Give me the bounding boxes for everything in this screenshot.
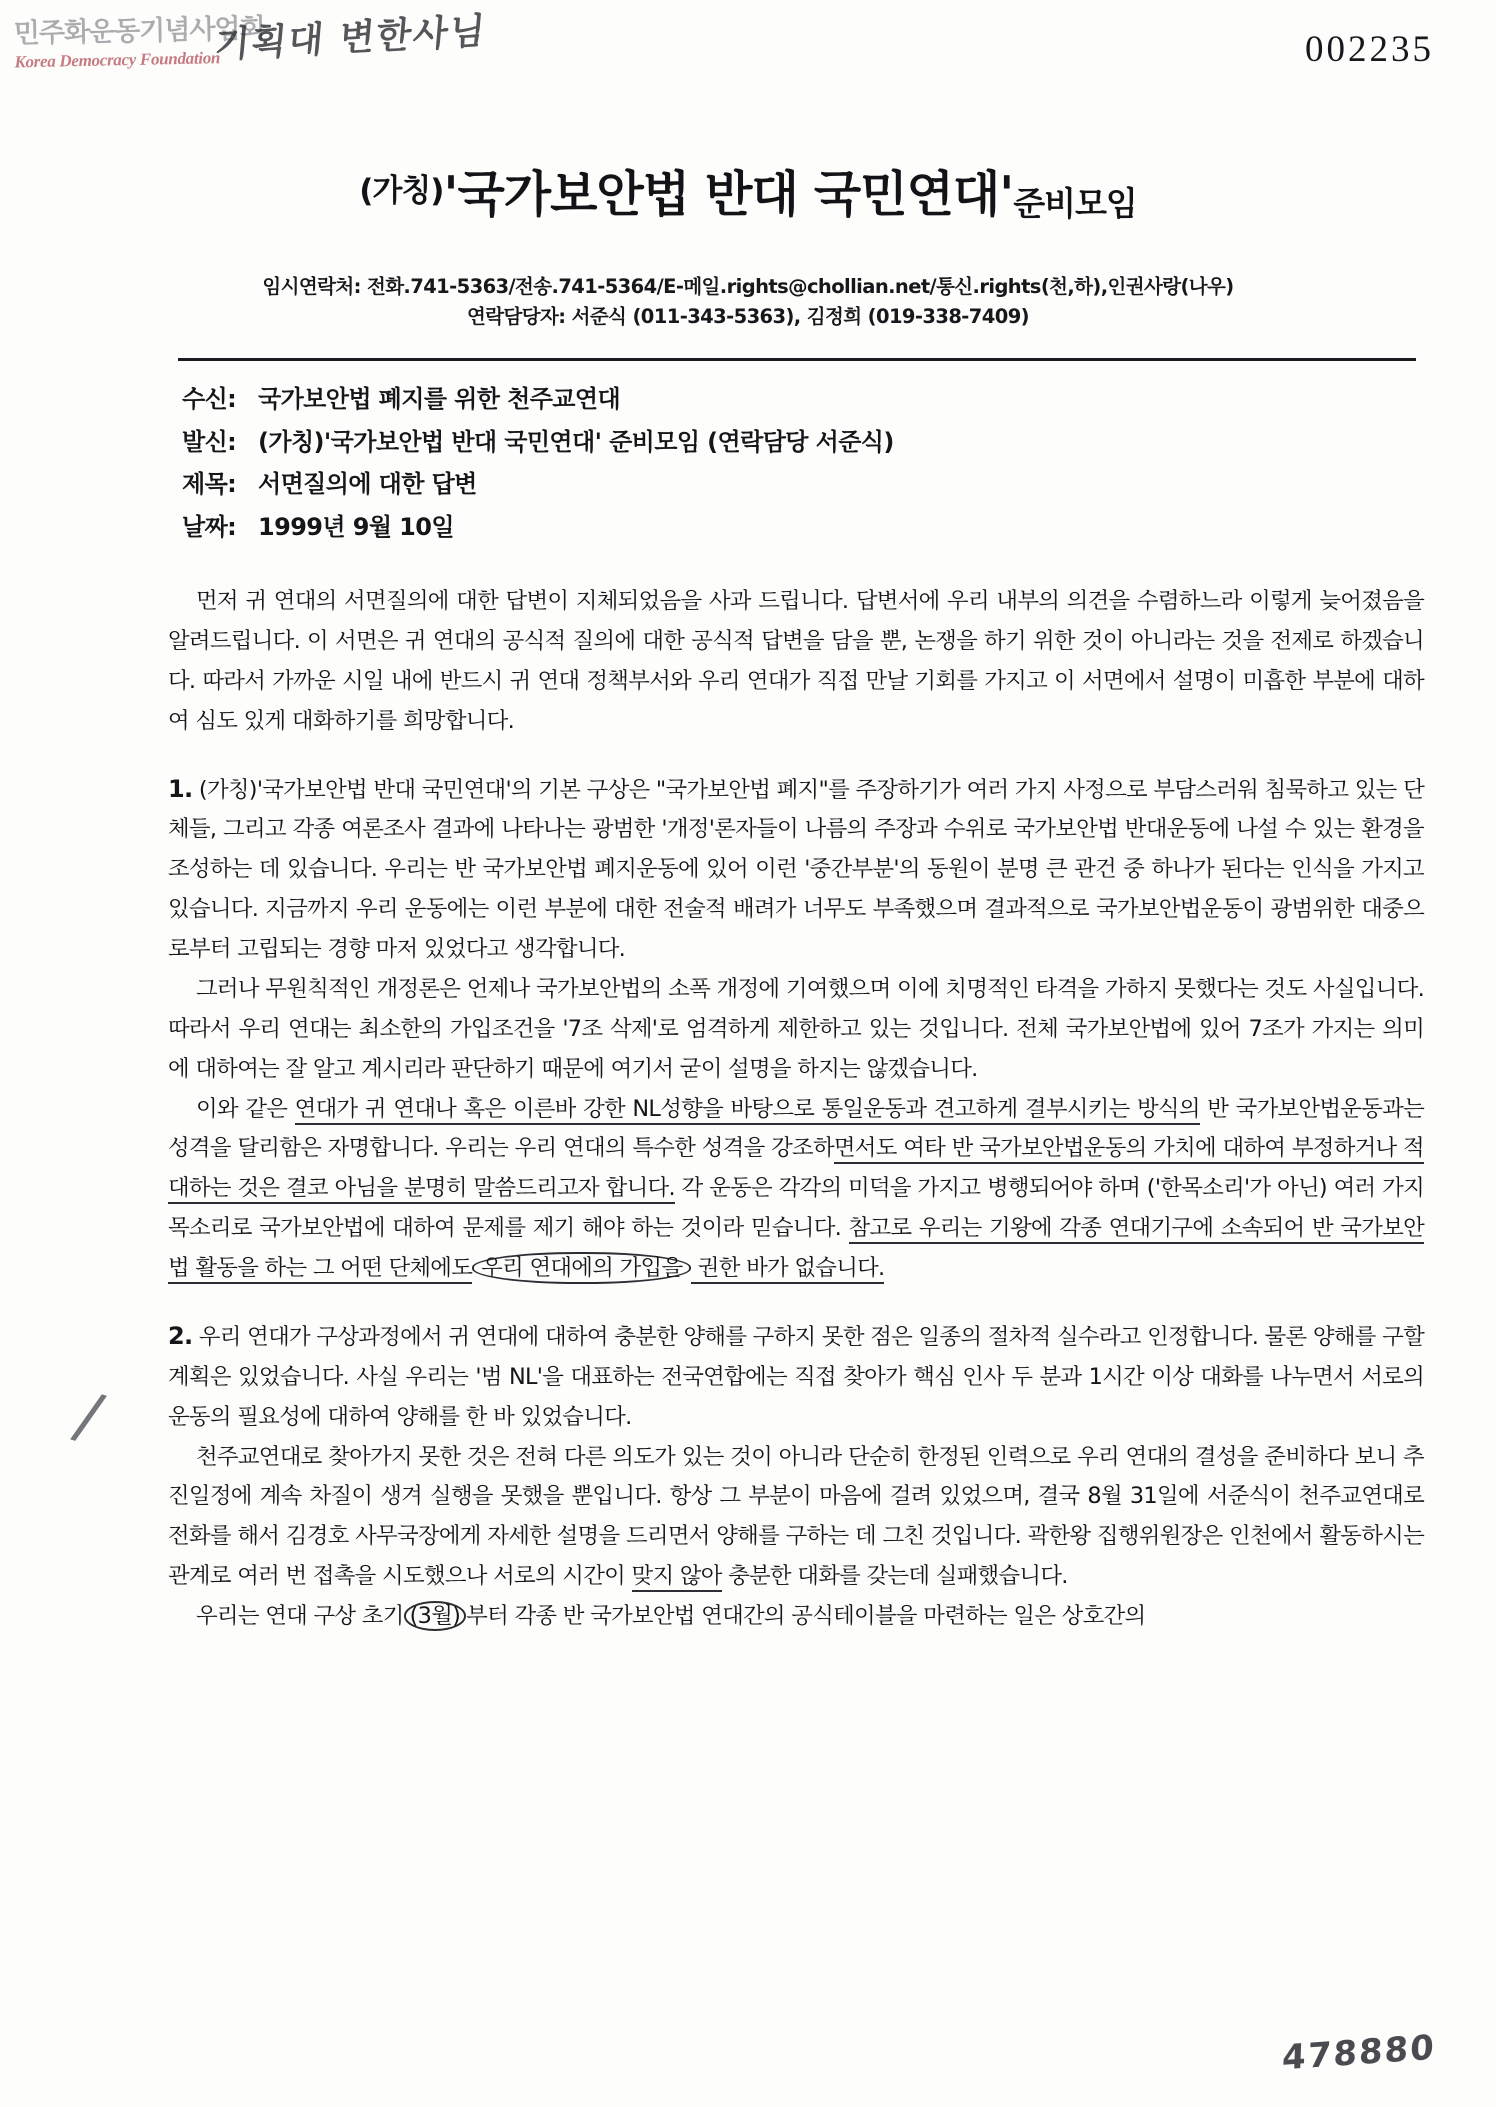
handwritten-mark-left: / (67, 1378, 111, 1456)
letter-body (168, 582, 1424, 1637)
meta-row-subject (182, 463, 1416, 506)
item2-paragraph-1-text: 우리 연대가 구상과정에서 귀 연대에 대하여 충분한 양해를 구하지 못한 점은 일종의 절차적 실수라고 인정합니다. 물론 양해를 구할 계획은 있었습니다. 사실 우리는 '범 NL'을 대표하는 전국연합에는 직접 찾아가 핵심 인사 두 분과 1시간 이상 대화를 나누면서 서로의 운동의 필요성에 대하여 양해를 한 바 있었습니다. (168, 1323, 1424, 1430)
contact-line-2: 연락담당자: 서준식 (011-343-5363), 김정희 (019-338-7409) (467, 305, 1029, 329)
document-number: 002235 (1305, 29, 1434, 70)
meta-label-date: 날짜: (182, 513, 237, 542)
title-main-text: '국가보안법 반대 국민연대' (443, 166, 1014, 223)
stamp-korean-text: 민주화운동기념사업회 (13, 13, 265, 50)
stamp-english-text: Korea Democracy Foundation (14, 48, 221, 72)
item1-p3-underline-3: 참고로 우리는 기왕에 각종 연대기구에 소속되어 반 국가보안법 활동을 하는 그 어떤 단체에도 (168, 1215, 1424, 1284)
paragraph-item2-third (168, 1597, 1424, 1637)
meta-label-subject: 제목: (182, 470, 237, 499)
meta-row-sender (182, 421, 1416, 464)
item2-p2-seg-b: 충분한 대화를 갖는데 실패했습니다. (721, 1563, 1068, 1590)
header-divider (178, 358, 1416, 361)
item2-p3-seg-b: 부터 각종 반 국가보안법 연대간의 공식테이블을 마련하는 일은 상호간의 (466, 1603, 1146, 1629)
meta-value-date: 1999년 9월 10일 (258, 513, 454, 542)
handwritten-number-bottom: 478880 (1281, 2027, 1437, 2079)
paragraph-item2-second (168, 1438, 1424, 1598)
meta-label-sender: 발신: (182, 427, 237, 456)
item2-p2-underline: 맞지 않아 (632, 1563, 722, 1592)
item2-p3-seg-a: 우리는 연대 구상 초기 (196, 1603, 404, 1629)
paragraph-item2-first (168, 1315, 1424, 1438)
title-prefix: (가칭) (359, 173, 444, 209)
item1-p3-underline-1: 연대가 귀 연대나 혹은 이른바 강한 NL성향을 바탕으로 통일운동과 견고하게 결부시키는 방식의 (295, 1096, 1200, 1125)
paragraph-item1-third (168, 1090, 1424, 1289)
meta-value-sender: (가칭)'국가보안법 반대 국민연대' 준비모임 (연락담당 서준식) (258, 427, 894, 456)
document-title (0, 166, 1496, 223)
paragraph-item1-second: 그러나 무원칙적인 개정론은 언제나 국가보안법의 소폭 개정에 기여했으며 이에 치명적인 타격을 가하지 못했다는 것도 사실입니다. 따라서 우리 연대는 최소한의 가입조건을 '7조 삭제'로 엄격하게 제한하고 있는 것입니다. 전체 국가보안법에 있어 7조가 가지는 의미에 대하여는 잘 알고 계시리라 판단하기 때문에 여기서 굳이 설명을 하지는 않겠습니다. (168, 975, 1424, 1082)
item2-p2-seg-a: 천주교연대로 찾아가지 못한 것은 전혀 다른 의도가 있는 것이 아니라 단순히 한정된 인력으로 우리 연대의 결성을 준비하다 보니 추진일정에 계속 차질이 생겨 실행을 못했을 뿐입니다. 항상 그 부분이 마음에 걸려 있었으며, 결국 8월 31일에 서준식이 천주교연대로 전화를 해서 김경호 사무국장에게 자세한 설명을 드리면서 양해를 구하는 데 그친 것입니다. 곽한왕 집행위원장은 인천에서 활동하시는 관계로 여러 번 접촉을 시도했으나 서로의 시간이 (168, 1443, 1424, 1590)
meta-row-date (182, 506, 1416, 549)
item2-p3-circled-month: (3월) (404, 1601, 467, 1631)
meta-label-recipient: 수신: (182, 385, 237, 413)
item-number-1: 1. (168, 774, 193, 803)
handwritten-note-top: 기획대 변한사님 (213, 10, 489, 67)
contact-block (0, 272, 1496, 332)
paragraph-item1-first (168, 768, 1424, 970)
item1-paragraph-1-text: (가칭)'국가보안법 반대 국민연대'의 기본 구상은 "국가보안법 폐지"를 주장하기가 여러 가지 사정으로 부담스러워 침묵하고 있는 단체들, 그리고 각종 여론조사 결과에 나타나는 광범한 '개정'론자들이 나름의 주장과 수위로 국가보안법 반대운동에 나설 수 있는 환경을 조성하는 데 있습니다. 우리는 반 국가보안법 폐지운동에 있어 이런 '중간부분'의 동원이 분명 큰 관건 중 하나가 된다는 인식을 가지고 있습니다. 지금까지 우리 운동에는 이런 부분에 대한 전술적 배려가 너무도 부족했으며 결과적으로 국가보안법운동이 광범위한 대중으로부터 고립되는 경향 마저 있었다고 생각합니다. (168, 776, 1424, 962)
contact-line-1: 임시연락처: 전화.741-5363/전송.741-5364/E-메일.rights@chollian.net/통신.rights(천,하),인권사랑(나우) (262, 275, 1234, 298)
spacer (168, 742, 1424, 768)
item1-p3-seg-a: 이와 같은 (196, 1095, 295, 1122)
title-suffix: 준비모임 (1013, 184, 1137, 223)
item1-p3-seg-c: 각 운동은 각각의 미덕을 가지고 병행되어야 하며 ('한목소리'가 아닌) 여러 가지 목소리로 국가보안법에 대하여 문제를 제기 해야 하는 것이라 믿습니다. (168, 1175, 1424, 1242)
spacer-2 (168, 1289, 1424, 1315)
meta-value-subject: 서면질의에 대한 답변 (258, 470, 477, 499)
meta-value-recipient: 국가보안법 폐지를 위한 천주교연대 (258, 385, 621, 413)
title-text (359, 166, 1137, 223)
item1-p3-circled-phrase: 우리 연대에의 가입을 (472, 1252, 691, 1284)
item1-p3-underline-4: 권한 바가 없습니다. (691, 1255, 884, 1284)
item-number-2: 2. (168, 1321, 193, 1350)
letter-meta-block (182, 378, 1416, 549)
paragraph-intro: 먼저 귀 연대의 서면질의에 대한 답변이 지체되었음을 사과 드립니다. 답변서에 우리 내부의 의견을 수렴하느라 이렇게 늦어졌음을 알려드립니다. 이 서면은 귀 연대의 공식적 질의에 대한 공식적 답변을 담을 뿐, 논쟁을 하기 위한 것이 아니라는 것을 전제로 하겠습니다. 따라서 가까운 시일 내에 반드시 귀 연대 정책부서와 우리 연대가 직접 만날 기회를 가지고 이 서면에서 설명이 미흡한 부분에 대하여 심도 있게 대화하기를 희망합니다. (168, 588, 1424, 734)
item1-p3-seg-b: 반 국가보안법운동과는 성격을 달리함은 자명합니다. 우리는 우리 연대의 특수한 성격을 강조하 (168, 1095, 1424, 1162)
item1-p3-underline-2: 면서도 여타 반 국가보안법운동의 가치에 대하여 부정하거나 적대하는 것은 결코 아님을 분명히 말씀드리고자 합니다. (168, 1135, 1424, 1204)
meta-row-recipient (182, 378, 1416, 421)
